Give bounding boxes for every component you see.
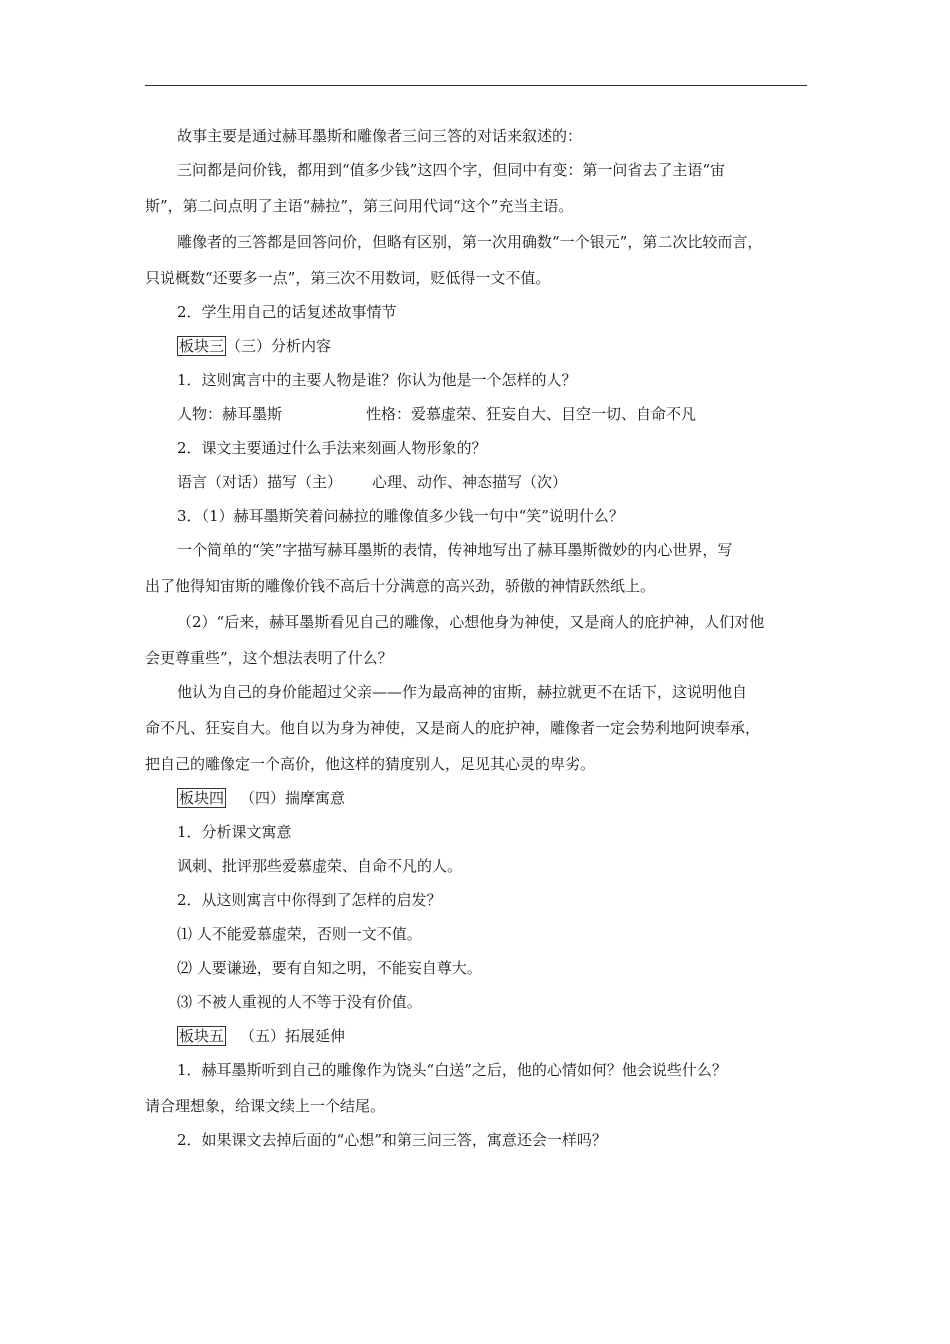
character-label: 人物：赫耳墨斯 — [177, 405, 283, 423]
paragraph-line: 1．这则寓言中的主要人物是谁？你认为他是一个怎样的人？ — [177, 371, 577, 389]
block-label: 板块四 — [179, 789, 225, 807]
section-title: （五）拓展延伸 — [240, 1027, 346, 1045]
paragraph-line: 一个简单的“笑”字描写赫耳墨斯的表情，传神地写出了赫耳墨斯微妙的内心世界，写 — [177, 541, 733, 559]
paragraph-line: 1．分析课文寓意 — [177, 823, 292, 841]
list-item: ⑶ 不被人重视的人不等于没有价值。 — [177, 993, 422, 1011]
section-title: （四）揣摩寓意 — [240, 789, 346, 807]
paragraph-line: 2．课文主要通过什么手法来刻画人物形象的？ — [177, 439, 487, 457]
paragraph-line: 三问都是问价钱，都用到“值多少钱”这四个字，但同中有变：第一问省去了主语“宙 — [177, 161, 726, 179]
paragraph-line: 雕像者的三答都是回答问价，但略有区别，第一次用确数“一个银元”，第二次比较而言， — [177, 233, 763, 251]
paragraph-line: （2）“后来，赫耳墨斯看见自己的雕像，心想他身为神使，又是商人的庇护神，人们对他 — [177, 613, 765, 631]
paragraph-line: 把自己的雕像定一个高价，他这样的猜度别人，足见其心灵的卑劣。 — [145, 755, 596, 773]
paragraph-line: 2．从这则寓言中你得到了怎样的启发？ — [177, 891, 442, 909]
paragraph-line — [177, 404, 696, 424]
paragraph-line: 只说概数“还要多一点”，第三次不用数词，贬低得一文不值。 — [145, 269, 551, 287]
paragraph-line: 1．赫耳墨斯听到自己的雕像作为饶头“白送”之后，他的心情如何？他会说些什么？ — [177, 1061, 727, 1079]
block-label: 板块五 — [179, 1027, 225, 1045]
section-heading — [177, 788, 345, 808]
technique-main: 语言（对话）描写（主） — [177, 473, 343, 491]
paragraph-line: 2．如果课文去掉后面的“心想”和第三问三答，寓意还会一样吗？ — [177, 1131, 607, 1149]
section-title: （三）分析内容 — [226, 337, 332, 355]
paragraph-line: 命不凡、狂妄自大。他自以为身为神使，又是商人的庇护神，雕像者一定会势利地阿谀奉承， — [145, 719, 761, 737]
paragraph-line: 3．（1）赫耳墨斯笑着问赫拉的雕像值多少钱一句中“笑”说明什么？ — [177, 507, 624, 525]
paragraph-line: 会更尊重些”，这个想法表明了什么？ — [145, 649, 393, 667]
trait-label: 性格：爱慕虚荣、狂妄自大、目空一切、自命不凡 — [366, 405, 697, 423]
block-label: 板块三 — [179, 337, 225, 355]
paragraph-line: 斯”，第二问点明了主语“赫拉”，第三问用代词“这个”充当主语。 — [145, 197, 574, 215]
header-rule — [145, 85, 807, 86]
list-item: ⑴ 人不能爱慕虚荣，否则一文不值。 — [177, 925, 422, 943]
technique-secondary: 心理、动作、神态描写（次） — [372, 473, 568, 491]
paragraph-line: 他认为自己的身价能超过父亲——作为最高神的宙斯，赫拉就更不在话下，这说明他自 — [177, 683, 748, 701]
section-heading — [177, 1026, 345, 1046]
list-item: ⑵ 人要谦逊，要有自知之明，不能妄自尊大。 — [177, 959, 482, 977]
section-heading — [177, 336, 331, 356]
paragraph-line — [177, 472, 567, 492]
paragraph-line: 出了他得知宙斯的雕像价钱不高后十分满意的高兴劲，骄傲的神情跃然纸上。 — [145, 577, 656, 595]
paragraph-line: 2．学生用自己的话复述故事情节 — [177, 303, 397, 321]
paragraph-line: 故事主要是通过赫耳墨斯和雕像者三问三答的对话来叙述的： — [177, 127, 583, 145]
paragraph-line: 讽刺、批评那些爱慕虚荣、自命不凡的人。 — [177, 857, 463, 875]
paragraph-line: 请合理想象，给课文续上一个结尾。 — [145, 1097, 386, 1115]
